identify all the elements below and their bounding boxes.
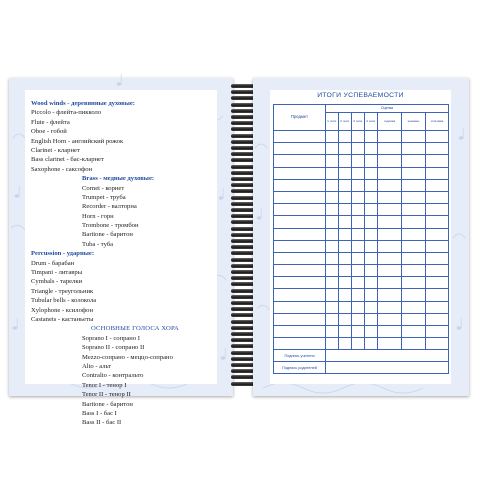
- grade-cell[interactable]: [378, 252, 402, 264]
- instrument-line: Tenor II - тенор II: [82, 391, 131, 399]
- grade-cell[interactable]: [365, 131, 378, 143]
- table-row: [274, 155, 449, 167]
- grade-cell[interactable]: [339, 228, 352, 240]
- grade-cell[interactable]: [352, 252, 365, 264]
- grade-cell[interactable]: [339, 143, 352, 155]
- spiral-coil: [231, 96, 255, 100]
- grade-cell[interactable]: [326, 228, 339, 240]
- grade-cell[interactable]: [365, 216, 378, 228]
- spiral-coil: [231, 307, 255, 311]
- table-row: [274, 191, 449, 203]
- grade-cell[interactable]: [339, 277, 352, 289]
- table-row: [274, 326, 449, 338]
- instrument-line: Baritone - баритон: [82, 400, 133, 408]
- right-sheet: [270, 90, 451, 384]
- grade-cell[interactable]: [402, 131, 426, 143]
- spiral-coil: [231, 158, 255, 162]
- grade-cell[interactable]: [378, 228, 402, 240]
- subject-cell[interactable]: [274, 277, 326, 289]
- grade-cell[interactable]: [378, 301, 402, 313]
- grades-header: Оценки: [326, 105, 449, 113]
- grade-cell[interactable]: [426, 326, 449, 338]
- grade-cell[interactable]: [365, 326, 378, 338]
- grade-cell[interactable]: [426, 167, 449, 179]
- grade-cell[interactable]: [352, 131, 365, 143]
- grade-cell[interactable]: [365, 143, 378, 155]
- grade-cell[interactable]: [326, 240, 339, 252]
- grade-cell[interactable]: [326, 143, 339, 155]
- grade-cell[interactable]: [426, 277, 449, 289]
- grade-cell[interactable]: [339, 289, 352, 301]
- grade-cell[interactable]: [426, 289, 449, 301]
- table-row: [274, 289, 449, 301]
- table-row: [274, 265, 449, 277]
- right-page: [253, 78, 469, 396]
- table-row: [274, 167, 449, 179]
- grade-cell[interactable]: [352, 277, 365, 289]
- grades-table-body: [274, 131, 449, 350]
- instrument-line: Bass II - бас II: [82, 419, 122, 427]
- teacher-signature-field[interactable]: [326, 350, 449, 362]
- spiral-coil: [231, 295, 255, 299]
- grade-cell[interactable]: [352, 167, 365, 179]
- grade-cell[interactable]: [378, 289, 402, 301]
- grade-cell[interactable]: [339, 265, 352, 277]
- section-heading: Percussion - ударные:: [31, 250, 95, 258]
- grade-cell[interactable]: [365, 338, 378, 350]
- grade-cell[interactable]: [339, 131, 352, 143]
- spiral-coil: [231, 196, 255, 200]
- subject-cell[interactable]: [274, 167, 326, 179]
- report-title: ИТОГИ УСПЕВАЕМОСТИ: [317, 92, 404, 99]
- table-row: [274, 179, 449, 191]
- spiral-coil: [231, 220, 255, 224]
- instrument-line: Baritone - баритон: [82, 231, 133, 239]
- spiral-coil: [231, 338, 255, 342]
- grade-cell[interactable]: [326, 338, 339, 350]
- final-grade-header: экзамен: [402, 113, 426, 131]
- spiral-coil: [231, 289, 255, 293]
- grade-cell[interactable]: [352, 301, 365, 313]
- grade-cell[interactable]: [326, 252, 339, 264]
- grade-cell[interactable]: [402, 301, 426, 313]
- quarter-header: 1 четв.: [326, 113, 339, 131]
- instrument-line: Trumpet - труба: [82, 193, 126, 201]
- instrument-line: Triangle - треугольник: [31, 287, 94, 295]
- instrument-line: Xylophone - ксилофон: [31, 306, 93, 314]
- grade-cell[interactable]: [426, 204, 449, 216]
- grade-cell[interactable]: [402, 216, 426, 228]
- spiral-coil: [231, 227, 255, 231]
- grade-cell[interactable]: [402, 167, 426, 179]
- subject-cell[interactable]: [274, 240, 326, 252]
- grade-cell[interactable]: [352, 204, 365, 216]
- instrument-line: Bass clarinet - бас-кларнет: [31, 156, 104, 164]
- section-heading: ОСНОВНЫЕ ГОЛОСА ХОРА: [91, 325, 179, 333]
- grade-cell[interactable]: [339, 216, 352, 228]
- spiral-coil: [231, 351, 255, 355]
- spiral-coil: [231, 214, 255, 218]
- grade-cell[interactable]: [326, 155, 339, 167]
- spiral-coil: [231, 165, 255, 169]
- table-row: [274, 252, 449, 264]
- spiral-coil: [231, 239, 255, 243]
- grade-cell[interactable]: [378, 277, 402, 289]
- grade-cell[interactable]: [378, 155, 402, 167]
- subject-header: Предмет: [274, 105, 326, 131]
- grade-cell[interactable]: [339, 252, 352, 264]
- instrument-line: Piccolo - флейта-пикколо: [31, 109, 102, 117]
- subject-cell[interactable]: [274, 289, 326, 301]
- spiral-coil: [231, 332, 255, 336]
- table-row: [274, 301, 449, 313]
- instrument-line: Flute - флейта: [31, 118, 70, 126]
- spiral-coil: [231, 264, 255, 268]
- grade-cell[interactable]: [326, 131, 339, 143]
- subject-cell[interactable]: [274, 204, 326, 216]
- spiral-coil: [231, 258, 255, 262]
- grade-cell[interactable]: [326, 277, 339, 289]
- spiral-coil: [231, 84, 255, 88]
- grade-cell[interactable]: [352, 240, 365, 252]
- grade-cell[interactable]: [365, 265, 378, 277]
- grade-cell[interactable]: [352, 216, 365, 228]
- grade-cell[interactable]: [326, 204, 339, 216]
- spiral-coil: [231, 208, 255, 212]
- grade-cell[interactable]: [352, 338, 365, 350]
- spiral-coil: [231, 363, 255, 367]
- quarter-header: 2 четв.: [339, 113, 352, 131]
- spiral-coil: [231, 189, 255, 193]
- left-page: [9, 78, 233, 427]
- grade-cell[interactable]: [365, 277, 378, 289]
- grade-cell[interactable]: [426, 313, 449, 325]
- instrument-line: Cornet - корнет: [82, 184, 125, 192]
- instrument-line: Tenor I - тенор I: [82, 381, 127, 389]
- grade-cell[interactable]: [352, 155, 365, 167]
- spiral-coil: [231, 301, 255, 305]
- table-row: [274, 277, 449, 289]
- instrument-line: Drum - барабан: [31, 259, 75, 267]
- spiral-coil: [231, 326, 255, 330]
- grade-cell[interactable]: [352, 265, 365, 277]
- table-row: [274, 131, 449, 143]
- grade-cell[interactable]: [426, 155, 449, 167]
- table-row: [274, 313, 449, 325]
- grade-cell[interactable]: [402, 143, 426, 155]
- spiral-coil: [231, 134, 255, 138]
- subject-cell[interactable]: [274, 131, 326, 143]
- grade-cell[interactable]: [365, 191, 378, 203]
- grade-cell[interactable]: [426, 179, 449, 191]
- spiral-coil: [231, 357, 255, 361]
- grade-cell[interactable]: [402, 155, 426, 167]
- grade-cell[interactable]: [365, 289, 378, 301]
- grade-cell[interactable]: [352, 191, 365, 203]
- grade-cell[interactable]: [378, 167, 402, 179]
- grade-cell[interactable]: [402, 191, 426, 203]
- quarter-header: 4 четв.: [365, 113, 378, 131]
- grade-cell[interactable]: [365, 252, 378, 264]
- grade-cell[interactable]: [365, 179, 378, 191]
- grade-cell[interactable]: [365, 204, 378, 216]
- grade-cell[interactable]: [326, 313, 339, 325]
- grade-cell[interactable]: [426, 228, 449, 240]
- parent-signature-row: [274, 362, 449, 374]
- subject-cell[interactable]: [274, 191, 326, 203]
- grade-cell[interactable]: [402, 228, 426, 240]
- grade-cell[interactable]: [339, 313, 352, 325]
- grade-cell[interactable]: [352, 143, 365, 155]
- grade-cell[interactable]: [339, 155, 352, 167]
- grade-cell[interactable]: [339, 191, 352, 203]
- grade-cell[interactable]: [352, 228, 365, 240]
- grade-cell[interactable]: [365, 313, 378, 325]
- grade-cell[interactable]: [365, 301, 378, 313]
- grade-cell[interactable]: [378, 131, 402, 143]
- grade-cell[interactable]: [402, 252, 426, 264]
- spiral-coil: [231, 90, 255, 94]
- subject-cell[interactable]: [274, 326, 326, 338]
- grade-cell[interactable]: [378, 326, 402, 338]
- grade-cell[interactable]: [326, 167, 339, 179]
- grade-cell[interactable]: [402, 338, 426, 350]
- grade-cell[interactable]: [378, 216, 402, 228]
- spiral-coil: [231, 121, 255, 125]
- subject-cell[interactable]: [274, 228, 326, 240]
- grade-cell[interactable]: [365, 155, 378, 167]
- grade-cell[interactable]: [426, 240, 449, 252]
- grade-cell[interactable]: [365, 228, 378, 240]
- grade-cell[interactable]: [402, 277, 426, 289]
- grade-cell[interactable]: [402, 240, 426, 252]
- instrument-line: Soprano I - сопрано I: [82, 334, 140, 342]
- grade-cell[interactable]: [339, 204, 352, 216]
- quarter-header: 3 четв.: [352, 113, 365, 131]
- instrument-line: Timpani - литавры: [31, 269, 83, 277]
- spiral-coil: [231, 344, 255, 348]
- spiral-coil: [231, 276, 255, 280]
- grade-cell[interactable]: [426, 143, 449, 155]
- section-heading: Brass - медные духовые:: [82, 175, 155, 183]
- grade-cell[interactable]: [426, 131, 449, 143]
- grade-cell[interactable]: [402, 204, 426, 216]
- instrument-line: Contralto - контральто: [82, 372, 144, 380]
- instrument-list: [25, 99, 217, 428]
- subject-cell[interactable]: [274, 338, 326, 350]
- instrument-line: Saxophone - саксофон: [31, 165, 93, 173]
- spiral-coil: [231, 202, 255, 206]
- grade-cell[interactable]: [326, 191, 339, 203]
- grade-cell[interactable]: [378, 204, 402, 216]
- spiral-coil: [231, 313, 255, 317]
- instrument-line: Bass I - бас I: [82, 409, 117, 417]
- spiral-coil: [231, 171, 255, 175]
- table-row: [274, 204, 449, 216]
- instrument-line: Castanets - кастаньеты: [31, 315, 94, 323]
- grade-cell[interactable]: [378, 191, 402, 203]
- grade-cell[interactable]: [426, 301, 449, 313]
- parent-signature-field[interactable]: [326, 362, 449, 374]
- table-row: [274, 216, 449, 228]
- instrument-line: Soprano II - сопрано II: [82, 344, 145, 352]
- spiral-coil: [231, 245, 255, 249]
- spiral-coil: [231, 146, 255, 150]
- spiral-coil: [231, 140, 255, 144]
- grade-cell[interactable]: [326, 265, 339, 277]
- spiral-coil: [231, 152, 255, 156]
- subject-cell[interactable]: [274, 313, 326, 325]
- grade-cell[interactable]: [426, 338, 449, 350]
- instrument-line: Tubular bells - колокола: [31, 297, 97, 305]
- subject-cell[interactable]: [274, 155, 326, 167]
- spiral-coil: [231, 103, 255, 107]
- grade-cell[interactable]: [378, 179, 402, 191]
- table-row: [274, 240, 449, 252]
- instrument-line: Horn - горн: [82, 212, 114, 220]
- grade-cell[interactable]: [326, 326, 339, 338]
- instrument-line: Clarinet - кларнет: [31, 146, 80, 154]
- grade-cell[interactable]: [352, 289, 365, 301]
- spiral-coil: [231, 382, 255, 386]
- grade-cell[interactable]: [378, 143, 402, 155]
- spiral-coil: [231, 115, 255, 119]
- left-sheet: [25, 90, 217, 427]
- grade-cell[interactable]: [339, 338, 352, 350]
- table-row: [274, 143, 449, 155]
- grade-cell[interactable]: [326, 301, 339, 313]
- grade-cell[interactable]: [365, 240, 378, 252]
- grade-cell[interactable]: [326, 179, 339, 191]
- teacher-signature-label: Подпись учителя: [274, 350, 326, 362]
- grade-cell[interactable]: [426, 191, 449, 203]
- parent-signature-label: Подпись родителей: [274, 362, 326, 374]
- table-row: [274, 228, 449, 240]
- spiral-coil: [231, 233, 255, 237]
- spiral-coil: [231, 270, 255, 274]
- instrument-line: Alto - альт: [82, 362, 112, 370]
- final-grade-header: годовая: [378, 113, 402, 131]
- grade-cell[interactable]: [326, 216, 339, 228]
- instrument-line: Oboe - гобой: [31, 128, 67, 136]
- spiral-coil: [231, 183, 255, 187]
- spiral-coil: [231, 369, 255, 373]
- instrument-line: English Horn - английский рожок: [31, 137, 124, 145]
- grade-cell[interactable]: [426, 265, 449, 277]
- grade-cell[interactable]: [339, 167, 352, 179]
- spiral-coil: [231, 282, 255, 286]
- grade-cell[interactable]: [402, 179, 426, 191]
- instrument-line: Cymbals - тарелки: [31, 278, 83, 286]
- grade-cell[interactable]: [426, 252, 449, 264]
- grade-cell[interactable]: [378, 313, 402, 325]
- grade-cell[interactable]: [378, 338, 402, 350]
- section-heading: Wood winds - деревянные духовые:: [31, 100, 135, 107]
- spiral-coil: [231, 127, 255, 131]
- grade-cell[interactable]: [352, 179, 365, 191]
- grade-cell[interactable]: [426, 216, 449, 228]
- grades-table: [273, 104, 449, 374]
- grade-cell[interactable]: [402, 265, 426, 277]
- table-row: [274, 338, 449, 350]
- grade-cell[interactable]: [365, 167, 378, 179]
- grade-cell[interactable]: [339, 326, 352, 338]
- spiral-coil: [231, 375, 255, 379]
- grade-cell[interactable]: [339, 301, 352, 313]
- subject-cell[interactable]: [274, 179, 326, 191]
- subject-cell[interactable]: [274, 265, 326, 277]
- spiral-coil: [231, 177, 255, 181]
- grade-cell[interactable]: [378, 265, 402, 277]
- grade-cell[interactable]: [352, 326, 365, 338]
- spiral-coil: [231, 251, 255, 255]
- grade-cell[interactable]: [352, 313, 365, 325]
- instrument-line: Tuba - туба: [82, 240, 114, 248]
- subject-cell[interactable]: [274, 143, 326, 155]
- subject-cell[interactable]: [274, 216, 326, 228]
- grade-cell[interactable]: [339, 240, 352, 252]
- instrument-line: Mezzo-сопрано - меццо-сопрано: [82, 353, 173, 361]
- subject-cell[interactable]: [274, 301, 326, 313]
- subject-cell[interactable]: [274, 252, 326, 264]
- grade-cell[interactable]: [402, 326, 426, 338]
- final-grade-header: итоговая: [426, 113, 449, 131]
- grade-cell[interactable]: [339, 179, 352, 191]
- teacher-signature-row: [274, 350, 449, 362]
- grade-cell[interactable]: [402, 289, 426, 301]
- grade-cell[interactable]: [378, 240, 402, 252]
- spiral-coil: [231, 320, 255, 324]
- grade-cell[interactable]: [326, 289, 339, 301]
- instrument-line: Trombone - тромбон: [82, 222, 139, 230]
- instrument-line: Recorder - валторна: [82, 203, 137, 211]
- spiral-coil: [231, 109, 255, 113]
- grade-cell[interactable]: [402, 313, 426, 325]
